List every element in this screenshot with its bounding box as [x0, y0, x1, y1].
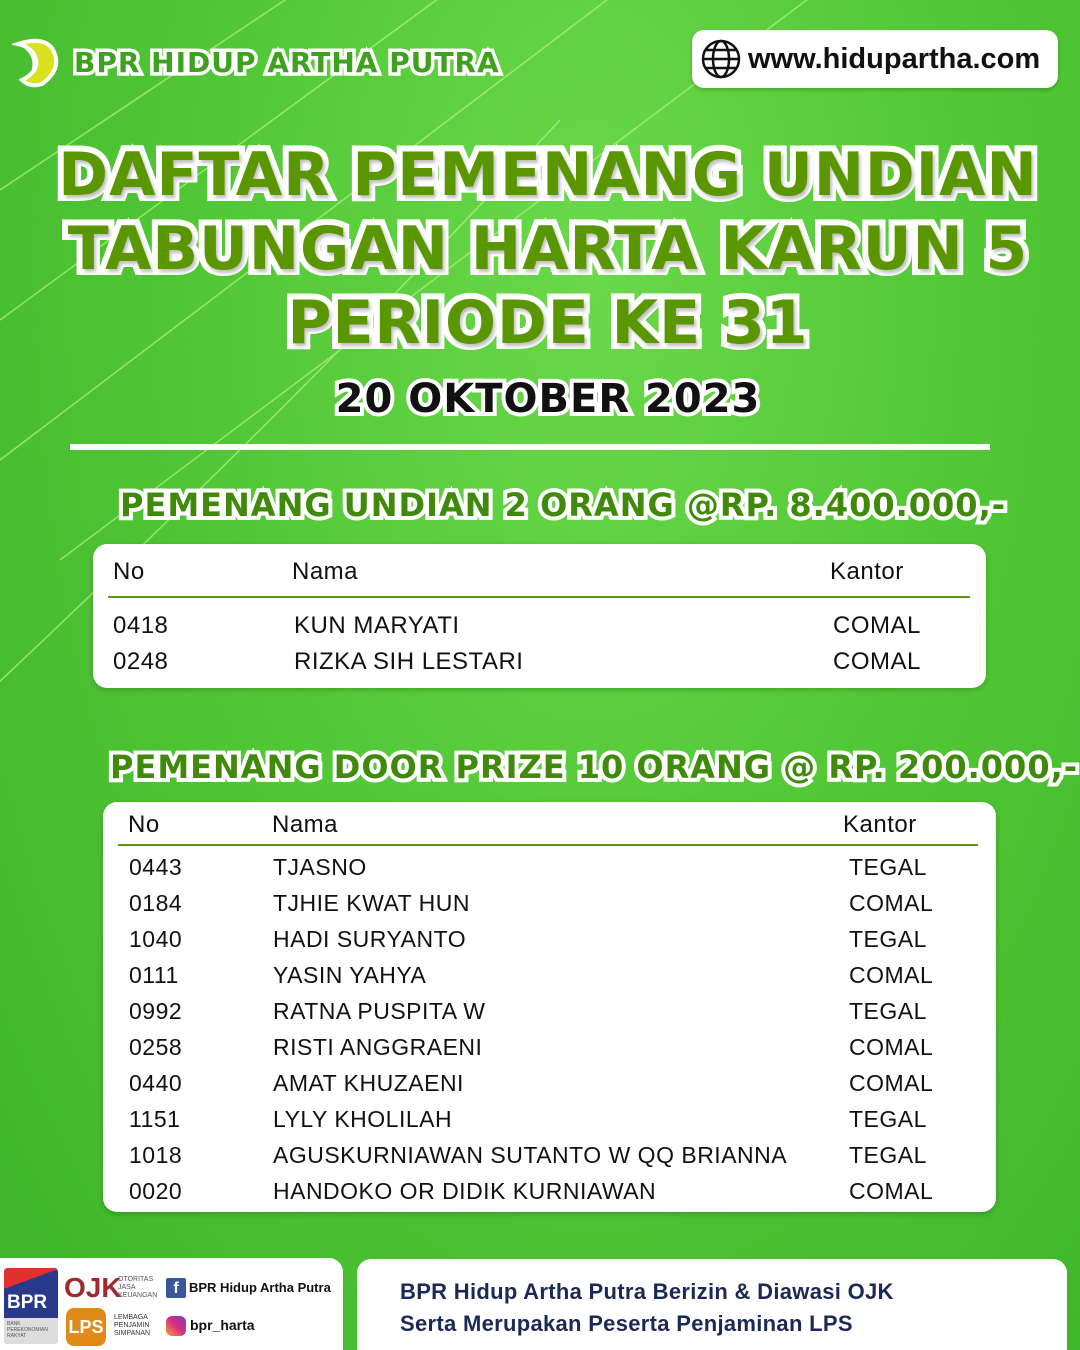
header-rule: [118, 844, 978, 846]
cell-no: 1151: [129, 1106, 181, 1132]
cell-no: 0184: [129, 890, 183, 916]
cell-no: 0440: [129, 1070, 183, 1096]
col-nama: Nama: [272, 811, 339, 838]
cell-kantor: COMAL: [849, 1178, 934, 1204]
draw-date: 20 OKTOBER 2023: [335, 376, 761, 422]
section1-heading: PEMENANG UNDIAN 2 ORANG @RP. 8.400.000,-: [120, 486, 1006, 524]
cell-nama: YASIN YAHYA: [273, 962, 427, 988]
bpr-logo-text: BPR: [7, 1292, 48, 1313]
cell-nama: TJASNO: [273, 854, 367, 880]
cell-no: 1018: [129, 1142, 183, 1168]
cell-no: 0111: [129, 962, 179, 988]
instagram-icon: [166, 1316, 186, 1336]
title-line-1: DAFTAR PEMENANG UNDIAN: [58, 140, 1038, 210]
cell-kantor: TEGAL: [849, 1106, 927, 1132]
lps-sub: LEMBAGA PENJAMIN SIMPANAN: [114, 1314, 151, 1337]
website-url: www.hidupartha.com: [748, 42, 1041, 75]
website-badge[interactable]: [692, 30, 1058, 88]
divider: [70, 444, 990, 450]
cell-nama: RISTI ANGGRAENI: [273, 1034, 483, 1060]
cell-no: 0258: [129, 1034, 183, 1060]
cell-kantor: TEGAL: [849, 926, 927, 952]
page-title: [0, 138, 1080, 360]
cell-nama: RIZKA SIH LESTARI: [294, 648, 524, 675]
cell-kantor: COMAL: [849, 890, 934, 916]
section2-heading: PEMENANG DOOR PRIZE 10 ORANG @ RP. 200.000,-: [110, 748, 1079, 786]
col-no: No: [128, 811, 160, 838]
col-kantor: Kantor: [830, 558, 904, 585]
cell-kantor: COMAL: [833, 648, 921, 675]
instagram-handle[interactable]: bpr_harta: [190, 1317, 255, 1333]
col-kantor: Kantor: [843, 811, 917, 838]
footer-notice: [357, 1259, 1067, 1350]
cell-no: 0443: [129, 854, 183, 880]
cell-nama: HANDOKO OR DIDIK KURNIAWAN: [273, 1178, 657, 1204]
cell-nama: RATNA PUSPITA W: [273, 998, 486, 1024]
cell-kantor: TEGAL: [849, 998, 927, 1024]
cell-nama: KUN MARYATI: [294, 612, 460, 639]
brand-logo: [12, 34, 500, 90]
cell-nama: HADI SURYANTO: [273, 926, 467, 952]
cell-nama: AGUSKURNIAWAN SUTANTO W QQ BRIANNA: [273, 1142, 788, 1168]
cell-kantor: COMAL: [849, 1070, 934, 1096]
header-rule: [108, 596, 970, 598]
cell-kantor: TEGAL: [849, 1142, 927, 1168]
cell-kantor: COMAL: [849, 1034, 934, 1060]
bpr-logo-sub: BANK PEREKONOMIAN RAKYAT: [4, 1318, 58, 1344]
notice-line-2: Serta Merupakan Peserta Penjaminan LPS: [400, 1311, 853, 1336]
cell-kantor: COMAL: [849, 962, 934, 988]
section2-table: [103, 802, 996, 1212]
cell-nama: AMAT KHUZAENI: [273, 1070, 464, 1096]
cell-no: 0020: [129, 1178, 183, 1204]
cell-no: 0248: [113, 648, 169, 675]
facebook-handle[interactable]: BPR Hidup Artha Putra: [189, 1280, 331, 1295]
lps-logo: LPS: [66, 1308, 106, 1346]
title-line-2: TABUNGAN HARTA KARUN 5: [67, 214, 1029, 284]
footer-logos: [0, 1258, 343, 1350]
globe-icon: [700, 38, 742, 80]
ojk-logo: OJK: [64, 1272, 122, 1303]
title-line-3: PERIODE KE 31: [287, 288, 809, 358]
col-no: No: [113, 558, 145, 585]
cell-no: 0418: [113, 612, 169, 639]
cell-nama: TJHIE KWAT HUN: [273, 890, 470, 916]
cell-kantor: COMAL: [833, 612, 921, 639]
cell-nama: LYLY KHOLILAH: [273, 1106, 453, 1132]
cell-kantor: TEGAL: [849, 854, 927, 880]
leaf-logo-icon: [12, 34, 68, 90]
col-nama: Nama: [292, 558, 359, 585]
facebook-icon: f: [166, 1278, 186, 1298]
cell-no: 0992: [129, 998, 183, 1024]
ojk-sub: OTORITAS JASA KEUANGAN: [118, 1276, 158, 1299]
section1-table: [93, 544, 986, 688]
notice-line-1: BPR Hidup Artha Putra Berizin & Diawasi OJK: [400, 1279, 894, 1304]
brand-name: BPR HIDUP ARTHA PUTRA: [74, 45, 500, 79]
cell-no: 1040: [129, 926, 183, 952]
bpr-logo: [4, 1268, 58, 1344]
